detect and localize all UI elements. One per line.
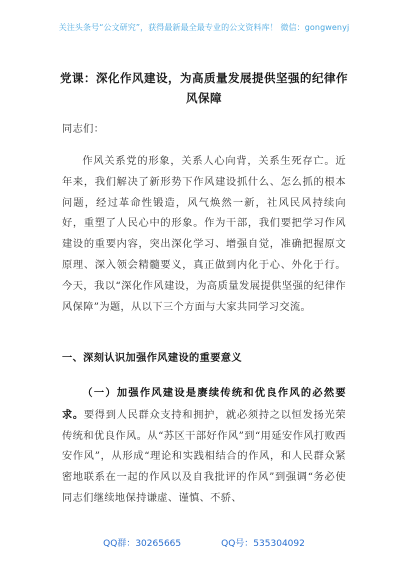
contact-footer: [0, 536, 408, 549]
paragraph-subsection: [62, 383, 346, 510]
document-title: 党课：深化作风建设，为高质量发展提供坚强的纪律作风保障: [60, 71, 348, 105]
paragraph-intro: 作风关系党的形象，关系人心向背，关系生死存亡。近年来，我们解决了新形势下作风建设抓什么、怎么抓的根本问题，经过革命性锻造，风气焕然一新，社风民风持续向好，重塑了人民心中的形象。作为干部，我们要把学习作风建设的重要内容，突出深化学习、增强自觉，准确把握原文原理、深入领会精髓要义，真正做到内化于心、外化于行。今天，我以“深化作风建设，为高质量发展提供坚强的纪律作风保障”为题，从以下三个方面与大家共同学习交流。: [62, 156, 346, 313]
promo-header: 关注头条号“公文研究”，获得最新最全最专业的公文资料库！ 微信：gongwenyj: [58, 23, 350, 32]
section-heading: 一、深刻认识加强作风建设的重要意义: [62, 352, 242, 364]
qq-number-label: QQ号：535304092: [221, 539, 305, 549]
subsection-text: 要得到人民群众支持和拥护，就必须持之以恒发扬光荣传统和优良作风。从“苏区干部好作风”到“用延安作风打败西安作风”，从形成“理论和实践相结合的作风，和人民群众紧密地联系在一起的作风以及自我批评的作风”到强调“务必使同志们继续地保持谦虚、谨慎、不骄、: [62, 409, 346, 504]
qq-group-label: QQ群：30265665: [103, 539, 182, 549]
greeting: 同志们：: [62, 124, 105, 135]
subsection-heading: （一）加强作风建设是赓续传统和优良作风的必然要求。: [62, 387, 346, 421]
